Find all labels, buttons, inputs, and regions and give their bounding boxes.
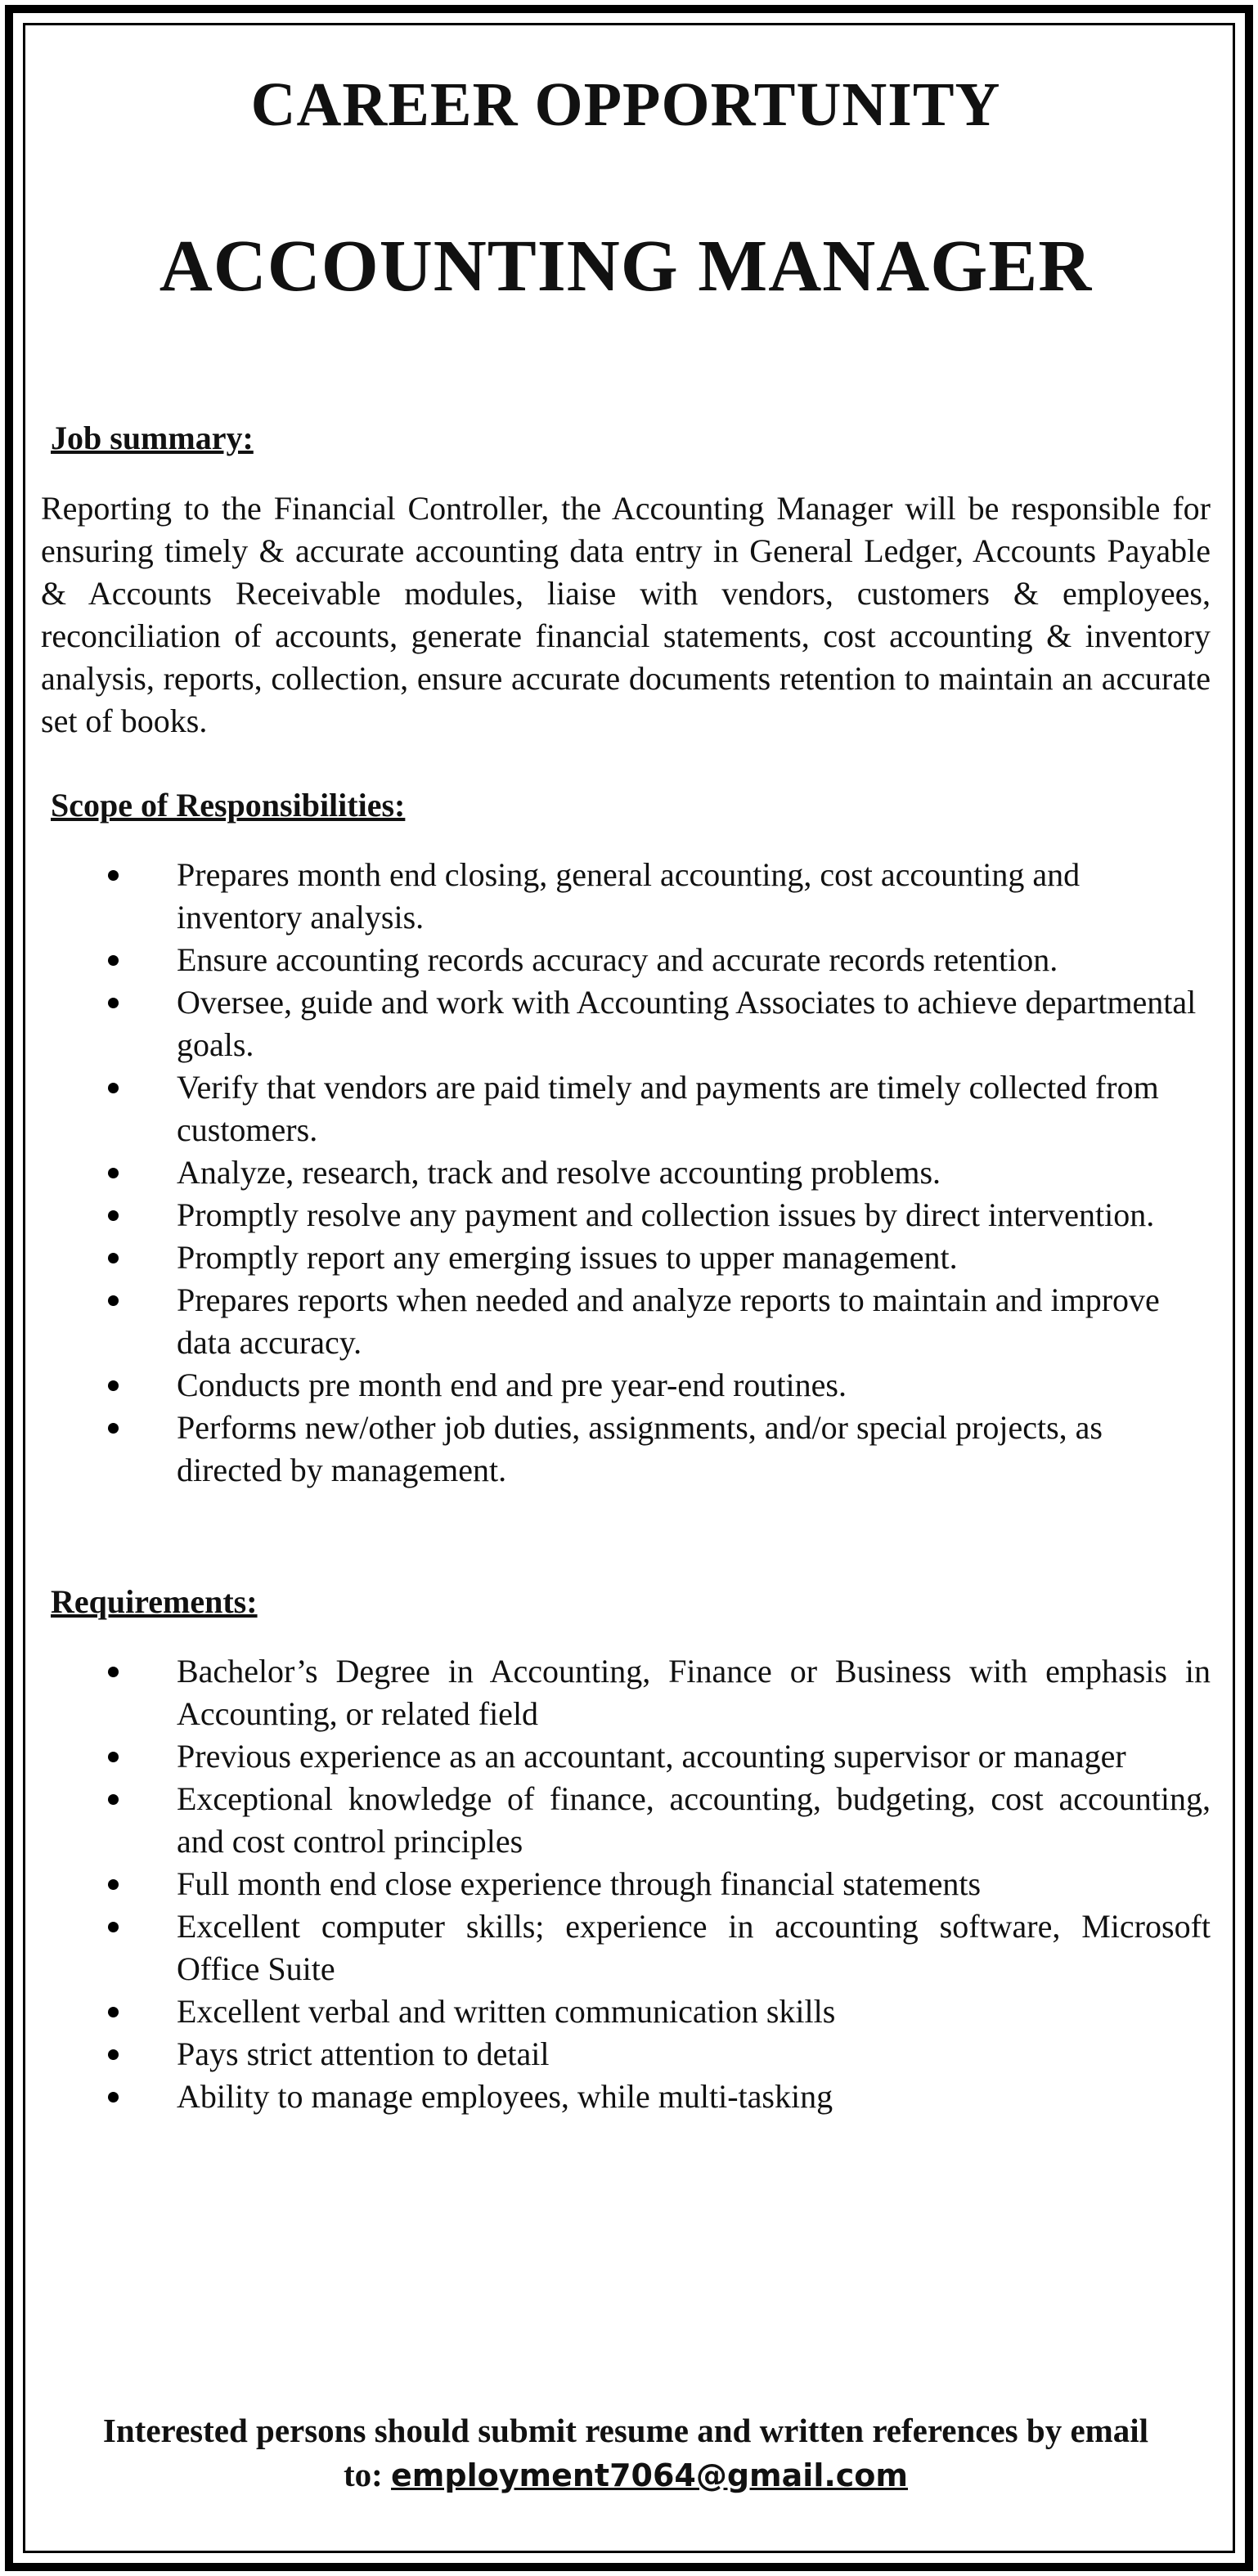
list-item-text: Pays strict attention to detail [177, 2035, 550, 2072]
list-item [41, 2033, 1211, 2076]
list-item [41, 1778, 1211, 1863]
list-item-text: Excellent computer skills; experience in accounting software, Microsoft Office Suite [177, 1908, 1211, 1987]
list-item [41, 1863, 1211, 1905]
bullet-icon [108, 1083, 119, 1093]
list-item [41, 981, 1211, 1066]
list-item-text: Bachelor’s Degree in Accounting, Finance or Business with emphasis in Accounting, or related field [177, 1653, 1211, 1732]
list-item-text: Prepares month end closing, general accounting, cost accounting and inventory analysis. [177, 856, 1081, 936]
bullet-icon [108, 2049, 119, 2060]
list-item [41, 1407, 1211, 1492]
instructions-text: Interested persons should submit resume and written references by email [102, 2412, 1149, 2449]
job-summary-text: Reporting to the Financial Controller, the Accounting Manager will be responsible for ensuring timely & accurate accounting data entry in General Ledger, Accounts Payable & Accounts Receivable modules, liaise with vendors, customers & employees, reconciliation of accounts, generate financial statements, cost accounting & inventory analysis, reports, collection, ensure accurate documents retention to maintain an accurate set of books. [41, 490, 1211, 739]
list-item [41, 1151, 1211, 1194]
requirements-list [41, 1650, 1211, 2118]
list-item-text: Ensure accounting records accuracy and accurate records retention. [177, 941, 1058, 978]
list-item-text: Previous experience as an accountant, accounting supervisor or manager [177, 1738, 1126, 1775]
list-item-text: Full month end close experience through financial statements [177, 1865, 982, 1902]
list-item-text: Promptly resolve any payment and collection issues by direct intervention. [177, 1196, 1155, 1233]
list-item [41, 1194, 1211, 1236]
bullet-icon [108, 1879, 119, 1890]
list-item-text: Ability to manage employees, while multi-tasking [177, 2078, 833, 2115]
list-item-text: Performs new/other job duties, assignments, and/or special projects, as directed by management. [177, 1409, 1103, 1488]
responsibilities-title: Scope of Responsibilities: [51, 787, 406, 824]
list-item-text: Verify that vendors are paid timely and payments are timely collected from customers. [177, 1069, 1159, 1148]
bullet-icon [108, 1295, 119, 1306]
position-title: ACCOUNTING MANAGER [159, 226, 1093, 307]
list-item [41, 1990, 1211, 2033]
bullet-icon [108, 1794, 119, 1805]
career-opportunity-heading: CAREER OPPORTUNITY [250, 70, 1001, 139]
email-line [41, 2453, 1211, 2497]
list-item-text: Promptly report any emerging issues to upper management. [177, 1239, 958, 1276]
list-item-text: Conducts pre month end and pre year-end routines. [177, 1367, 847, 1403]
application-instructions [41, 2408, 1211, 2497]
bullet-icon [108, 1423, 119, 1434]
list-item [41, 1236, 1211, 1279]
bullet-icon [108, 2007, 119, 2017]
email-to-label: to: [343, 2456, 383, 2493]
requirements-title: Requirements: [51, 1583, 258, 1620]
bullet-icon [108, 1752, 119, 1762]
list-item [41, 1279, 1211, 1364]
email-link[interactable]: employment7064@gmail.com [391, 2457, 909, 2493]
bullet-icon [108, 1922, 119, 1932]
list-item [41, 939, 1211, 981]
bullet-icon [108, 2092, 119, 2103]
bullet-icon [108, 870, 119, 881]
bullet-icon [108, 1168, 119, 1178]
bullet-icon [108, 998, 119, 1008]
list-item [41, 854, 1211, 939]
bullet-icon [108, 1253, 119, 1263]
responsibilities-list [41, 854, 1211, 1492]
job-summary-title: Job summary: [51, 420, 254, 456]
list-item [41, 1066, 1211, 1151]
list-item-text: Exceptional knowledge of finance, accounting, budgeting, cost accounting, and cost control principles [177, 1780, 1211, 1860]
bullet-icon [108, 1210, 119, 1221]
list-item [41, 1364, 1211, 1407]
list-item-text: Excellent verbal and written communication skills [177, 1993, 836, 2030]
bullet-icon [108, 1667, 119, 1677]
list-item [41, 2076, 1211, 2118]
flyer-content [41, 65, 1211, 2118]
bullet-icon [108, 955, 119, 966]
list-item [41, 1650, 1211, 1735]
list-item-text: Prepares reports when needed and analyze reports to maintain and improve data accuracy. [177, 1281, 1160, 1361]
list-item-text: Analyze, research, track and resolve accounting problems. [177, 1154, 941, 1191]
list-item [41, 1735, 1211, 1778]
list-item-text: Oversee, guide and work with Accounting Associates to achieve departmental goals. [177, 984, 1197, 1063]
list-item [41, 1905, 1211, 1990]
bullet-icon [108, 1380, 119, 1391]
